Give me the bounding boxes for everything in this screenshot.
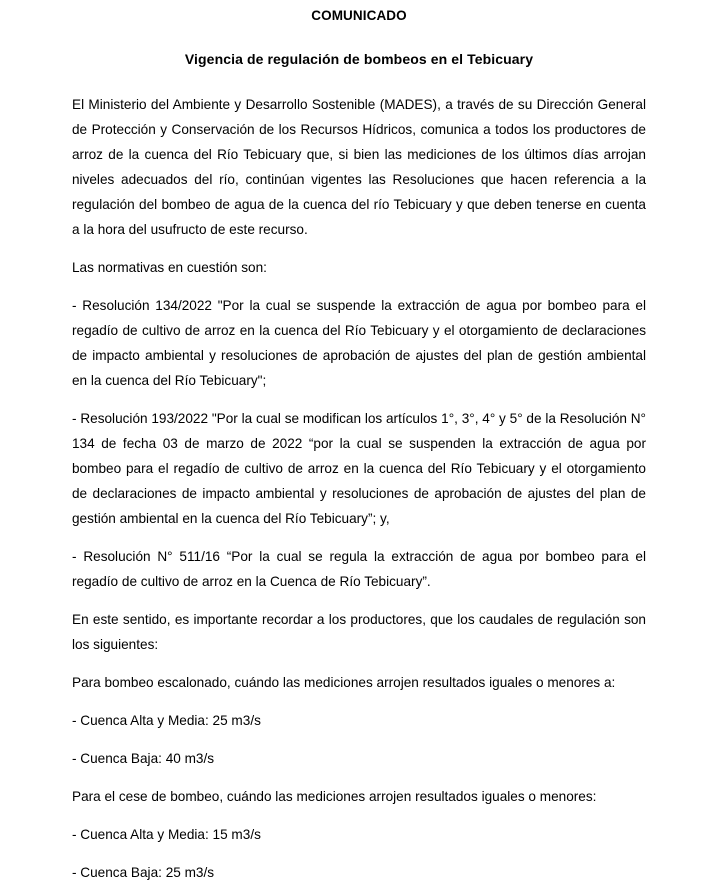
paragraph-resolucion-511: - Resolución N° 511/16 “Por la cual se regula la extracción de agua por bombeo para el regadío de cultivo de arroz en la Cuenca de Río Tebicuary”. <box>72 549 646 589</box>
list-item-cese-baja: - Cuenca Baja: 25 m3/s <box>72 865 215 880</box>
paragraph-intro: El Ministerio del Ambiente y Desarrollo Sostenible (MADES), a través de su Dirección General de Protección y Conservación de los Recursos Hídricos, comunica a todos los productores de arroz de la cuenca del Río Tebicuary que, si bien las mediciones de los últimos días arrojan niveles adecuados del río, continúan vigentes las Resoluciones que hacen referencia a la regulación del bombeo de agua de la cuenca del río Tebicuary y que deben tenerse en cuenta a la hora del usufructo de este recurso. <box>72 97 646 237</box>
page-subtitle: Vigencia de regulación de bombeos en el Tebicuary <box>184 51 534 67</box>
paragraph-cese-bombeo-lead: Para el cese de bombeo, cuándo las mediciones arrojen resultados iguales o menores: <box>72 789 597 804</box>
paragraph-caudales-lead: En este sentido, es importante recordar a los productores, que los caudales de regulación son los siguientes: <box>72 612 646 652</box>
page-title: COMUNICADO <box>311 8 407 23</box>
paragraph-resolucion-134: - Resolución 134/2022 "Por la cual se suspende la extracción de agua por bombeo para el regadío de cultivo de arroz en la cuenca del Río Tebicuary y el otorgamiento de declaraciones de impacto ambiental y resoluciones de aprobación de ajustes del plan de gestión ambiental en la cuenca del Río Tebicuary"; <box>72 298 646 388</box>
paragraph-bombeo-escalonado-lead: Para bombeo escalonado, cuándo las mediciones arrojen resultados iguales o menores a: <box>72 675 616 690</box>
document-body <box>72 0 646 885</box>
list-item-cese-alta-media: - Cuenca Alta y Media: 15 m3/s <box>72 827 261 842</box>
paragraph-normativas-lead: Las normativas en cuestión son: <box>72 260 267 275</box>
paragraph-resolucion-193: - Resolución 193/2022 "Por la cual se modifican los artículos 1°, 3°, 4° y 5° de la Resolución N° 134 de fecha 03 de marzo de 2022 “por la cual se suspenden la extracción de agua por bombeo para el regadío de cultivo de arroz en la cuenca del Río Tebicuary y el otorgamiento de declaraciones de impacto ambiental y resoluciones de aprobación de ajustes del plan de gestión ambiental en la cuenca del Río Tebicuary”; y, <box>72 411 646 526</box>
list-item-escalonado-baja: - Cuenca Baja: 40 m3/s <box>72 751 215 766</box>
list-item-escalonado-alta-media: - Cuenca Alta y Media: 25 m3/s <box>72 713 261 728</box>
